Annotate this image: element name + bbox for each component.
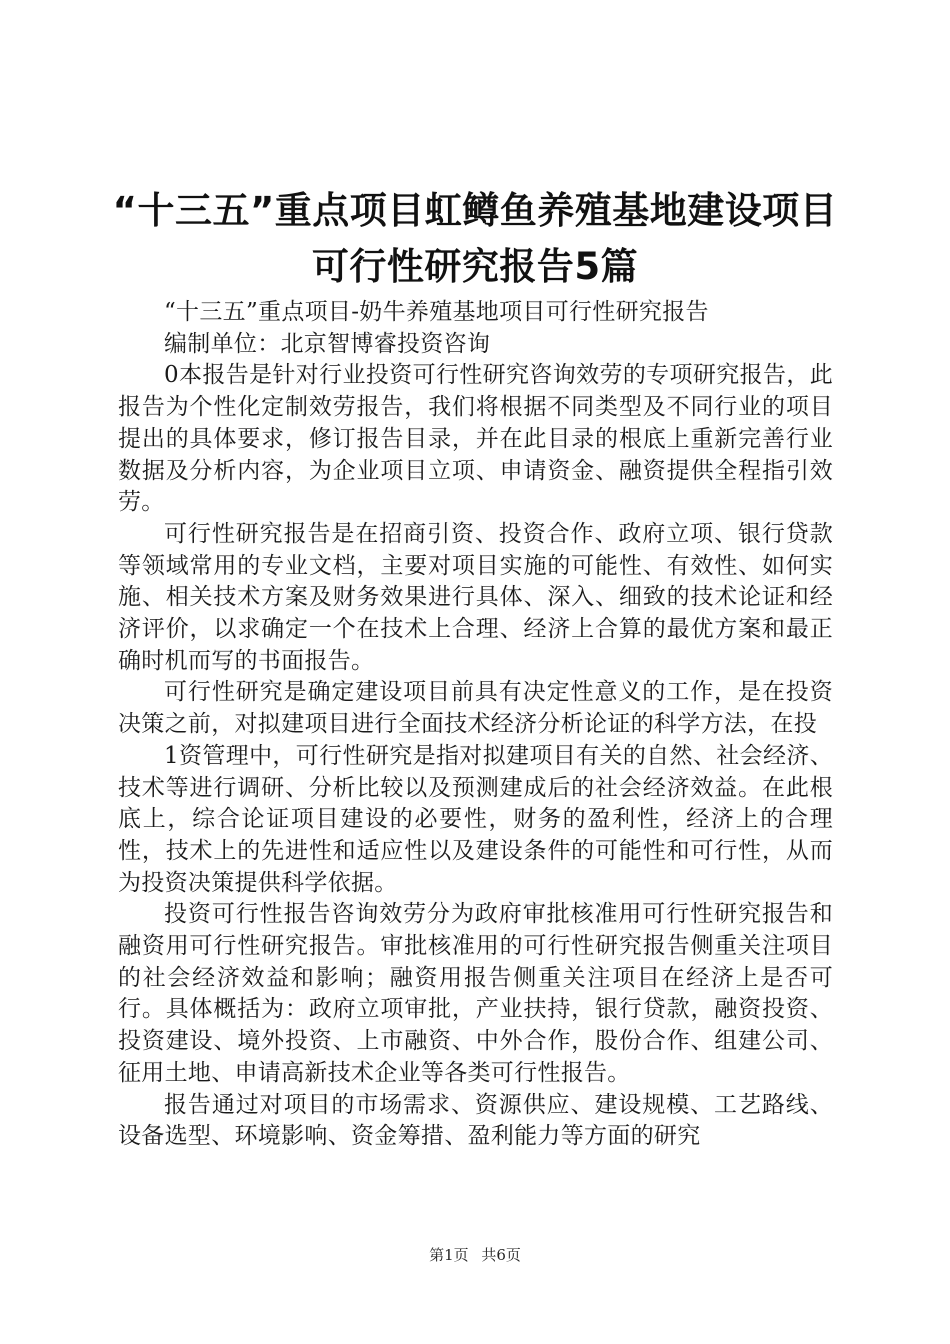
body-paragraph: 投资可行性报告咨询效劳分为政府审批核准用可行性研究报告和融资用可行性研究报告。审批核准用的可行性研究报告侧重关注项目的社会经济效益和影响；融资用报告侧重关注项目在经济上是否可行。具体概括为：政府立项审批，产业扶持，银行贷款，融资投资、投资建设、境外投资、上市融资、中外合作，股份合作、组建公司、征用土地、申请高新技术企业等各类可行性报告。 [118,901,833,1086]
subtitle-paragraph: “十三五”重点项目-奶牛养殖基地项目可行性研究报告 [164,299,709,325]
page-footer [0,1245,950,1265]
body-paragraph: 可行性研究是确定建设项目前具有决定性意义的工作，是在投资决策之前，对拟建项目进行全面技术经济分析论证的科学方法，在投 [118,679,833,738]
body-paragraph: 1资管理中，可行性研究是指对拟建项目有关的自然、社会经济、技术等进行调研、分析比较以及预测建成后的社会经济效益。在此根底上，综合论证项目建设的必要性，财务的盈利性，经济上的合理性，技术上的先进性和适应性以及建设条件的可能性和可行性，从而为投资决策提供科学依据。 [118,742,833,896]
body-paragraph: 报告通过对项目的市场需求、资源供应、建设规模、工艺路线、设备选型、环境影响、资金筹措、盈利能力等方面的研究 [118,1091,833,1150]
page-total: 共6页 [481,1246,521,1264]
body-paragraph: 可行性研究报告是在招商引资、投资合作、政府立项、银行贷款等领域常用的专业文档，主要对项目实施的可能性、有效性、如何实施、相关技术方案及财务效果进行具体、深入、细致的技术论证和经济评价，以求确定一个在技术上合理、经济上合算的最优方案和最正确时机而写的书面报告。 [118,520,833,674]
compiler-paragraph: 编制单位：北京智博睿投资咨询 [164,330,491,357]
body-paragraph: 0本报告是针对行业投资可行性研究咨询效劳的专项研究报告，此报告为个性化定制效劳报告，我们将根据不同类型及不同行业的项目提出的具体要求，修订报告目录，并在此目录的根底上重新完善行业数据及分析内容，为企业项目立项、申请资金、融资提供全程指引效劳。 [118,362,833,516]
document-body [118,297,833,1153]
document-title-line-2: 可行性研究报告5篇 [311,245,639,288]
page-number: 第1页 [429,1246,469,1264]
document-title-line-1: “十三五”重点项目虹鳟鱼养殖基地建设项目 [112,189,838,232]
